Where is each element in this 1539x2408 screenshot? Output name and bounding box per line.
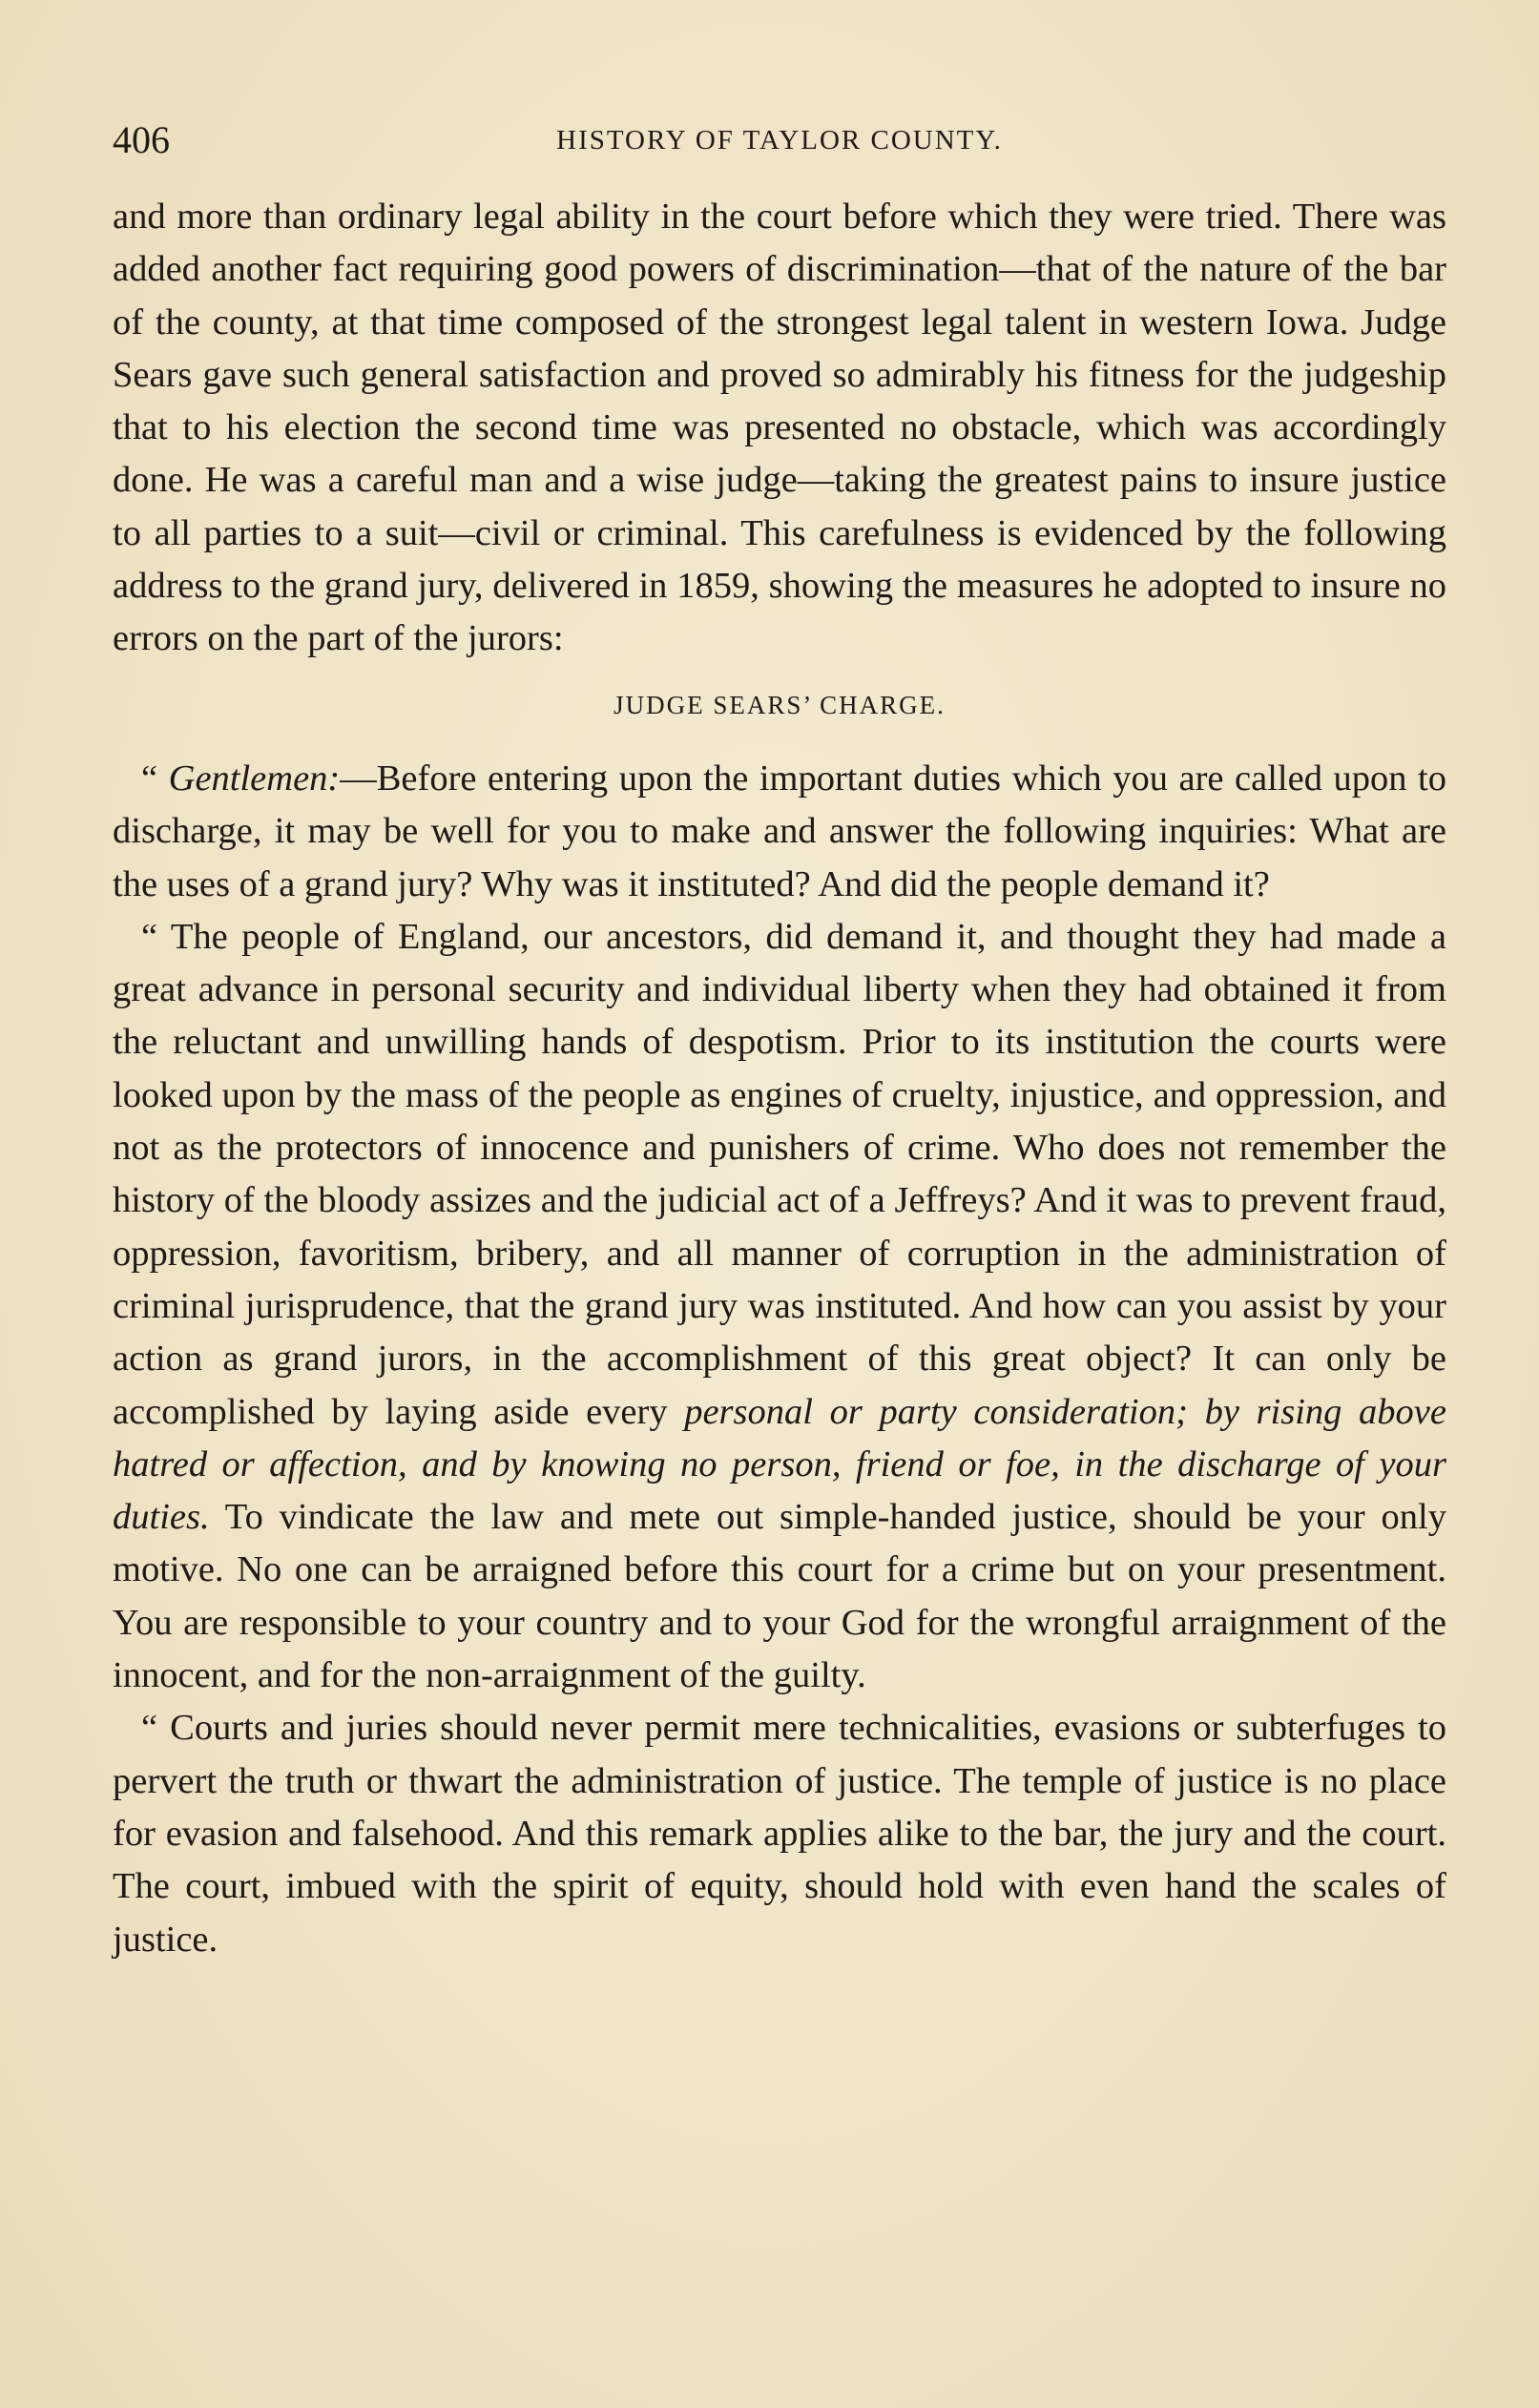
- open-quote: “: [141, 758, 169, 799]
- charge-paragraph-2-text-b: To vindicate the law and mete out simple-handed justice, should be your only motive. No one can be arraigned before this court for a crime but on your presentment. You are responsible to your country and to your God for the wrongful arraignment of the innocent, and for the non-arraignment of the guilty.: [113, 1497, 1446, 1696]
- salutation: Gentlemen:: [168, 758, 341, 799]
- charge-paragraph-1: [113, 753, 1446, 911]
- charge-paragraph-2-italic: personal or party consideration; by rising above hatred or affection, and by knowing no person, friend or foe, in the discharge of your duties.: [113, 1391, 1446, 1538]
- charge-paragraph-2: [113, 911, 1446, 1702]
- section-heading: JUDGE SEARS’ CHARGE.: [614, 690, 946, 719]
- page-number: 406: [113, 118, 170, 161]
- charge-paragraph-3: “ Courts and juries should never permit mere technicalities, evasions or subterfuges to pervert the truth or thwart the administration of justice. The temple of justice is no place for evasion and falsehood. And this remark applies alike to the bar, the jury and the court. The court, imbued with the spirit of equity, should hold with even hand the scales of justice.: [113, 1708, 1446, 1960]
- page-header: [113, 116, 1446, 164]
- running-head: HISTORY OF TAYLOR COUNTY.: [556, 125, 1003, 156]
- charge-paragraph-1-text: —Before entering upon the important duties which you are called upon to discharge, it may be well for you to make and answer the following inquiries: What are the uses of a grand jury? Why was it instituted? And did the people demand it?: [113, 758, 1446, 904]
- intro-paragraph: and more than ordinary legal ability in the court before which they were tried. There was added another fact requiring good powers of discrimination—that of the nature of the bar of the county, at that time composed of the strongest legal talent in western Iowa. Judge Sears gave such general satisfaction and proved so admirably his fitness for the judgeship that to his election the second time was presented no obstacle, which was accordingly done. He was a careful man and a wise judge—taking the greatest pains to insure justice to all parties to a suit—civil or criminal. This carefulness is evidenced by the following address to the grand jury, delivered in 1859, showing the measures he adopted to insure no errors on the part of the jurors:: [113, 197, 1446, 659]
- charge-paragraph-2-text-a: “ The people of England, our ancestors, did demand it, and thought they had made a great advance in personal security and individual liberty when they had obtained it from the reluctant and unwilling hands of despotism. Prior to its institution the courts were looked upon by the mass of the people as engines of cruelty, injustice, and oppression, and not as the protectors of innocence and punishers of crime. Who does not remember the history of the bloody assizes and the judicial act of a Jeffreys? And it was to prevent fraud, oppression, favoritism, bribery, and all manner of corruption in the administration of criminal jurisprudence, that the grand jury was instituted. And how can you assist by your action as grand jurors, in the accomplishment of this great object? It can only be accomplished by laying aside every: [113, 916, 1446, 1432]
- page-body: [113, 191, 1446, 1966]
